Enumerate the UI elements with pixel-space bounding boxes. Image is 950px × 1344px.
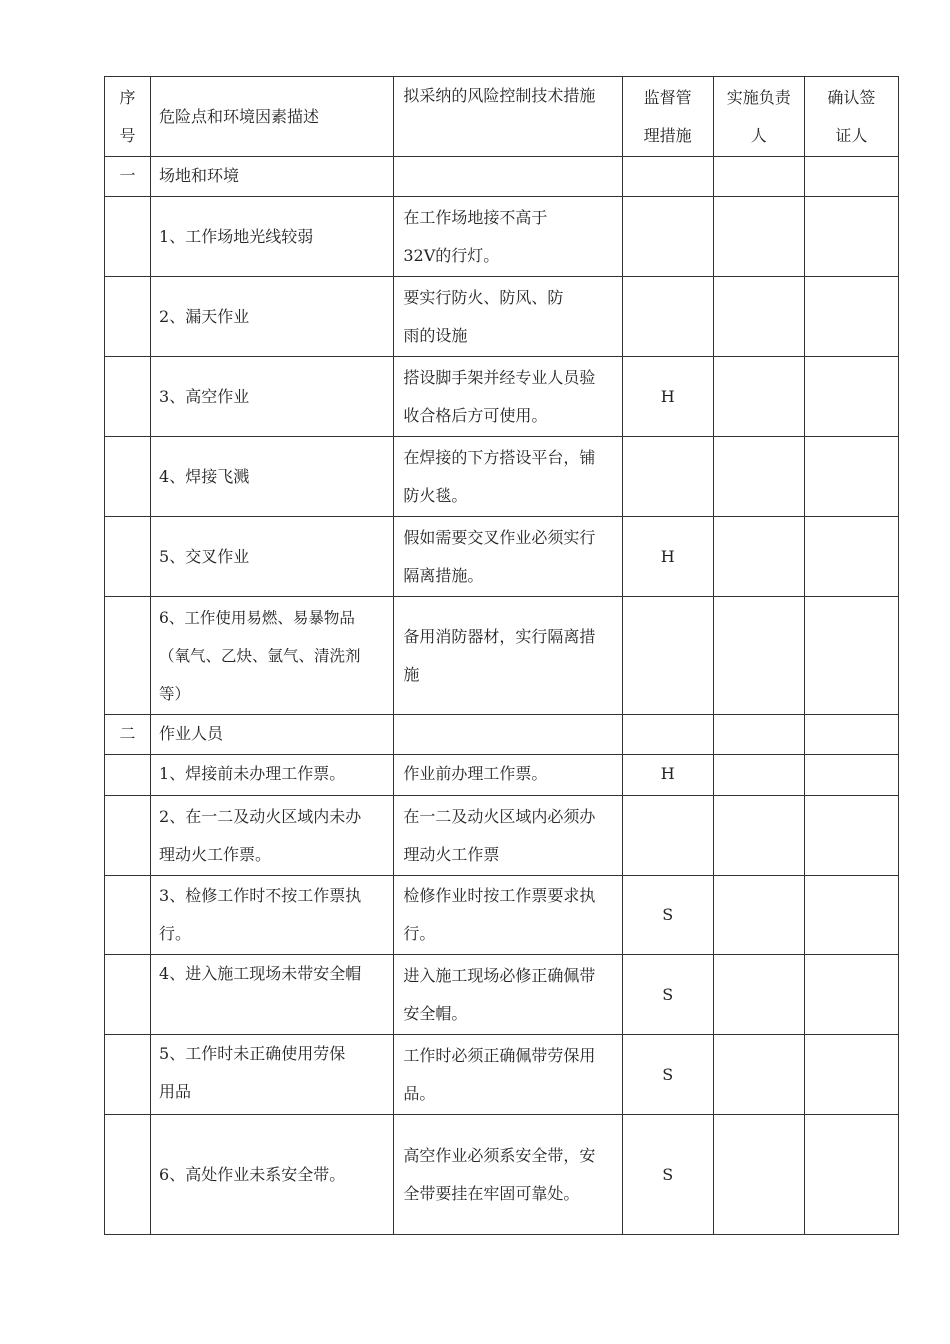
header-supervision: 监督管 理措施 bbox=[622, 77, 713, 157]
header-confirm: 确认签 证人 bbox=[804, 77, 898, 157]
header-hazard: 危险点和环境因素描述 bbox=[151, 77, 394, 157]
table-row: 4、焊接飞溅 在焊接的下方搭设平台，铺 防火毯。 bbox=[105, 437, 899, 517]
table-row: 5、交叉作业 假如需要交叉作业必须实行 隔离措施。 H bbox=[105, 517, 899, 597]
table-header-row bbox=[105, 77, 899, 157]
table-row: 二 作业人员 bbox=[105, 715, 899, 755]
risk-control-table bbox=[104, 76, 899, 1235]
table-row: 3、检修工作时不按工作票执 行。 检修作业时按工作票要求执 行。 S bbox=[105, 876, 899, 955]
table-row: 2、漏天作业 要实行防火、防风、防 雨的设施 bbox=[105, 277, 899, 357]
table-row: 1、焊接前未办理工作票。 作业前办理工作票。 H bbox=[105, 755, 899, 796]
table-row: 4、进入施工现场未带安全帽 进入施工现场必修正确佩带 安全帽。 S bbox=[105, 955, 899, 1035]
table-row: 6、工作使用易燃、易暴物品 （氧气、乙炔、氩气、清洗剂 等） 备用消防器材，实行隔离措 施 bbox=[105, 597, 899, 715]
header-seq: 序 号 bbox=[105, 77, 151, 157]
table-row: 一 场地和环境 bbox=[105, 157, 899, 197]
header-measure: 拟采纳的风险控制技术措施 bbox=[394, 77, 622, 157]
header-responsible: 实施负责 人 bbox=[713, 77, 804, 157]
table-row: 3、高空作业 搭设脚手架并经专业人员验 收合格后方可使用。 H bbox=[105, 357, 899, 437]
table-row: 5、工作时未正确使用劳保 用品 工作时必须正确佩带劳保用 品。 S bbox=[105, 1035, 899, 1115]
table-row: 1、工作场地光线较弱 在工作场地接不高于 32V的行灯。 bbox=[105, 197, 899, 277]
table-row: 6、高处作业未系安全带。 高空作业必须系安全带，安 全带要挂在牢固可靠处。 S bbox=[105, 1115, 899, 1235]
table-row: 2、在一二及动火区域内未办 理动火工作票。 在一二及动火区域内必须办 理动火工作票 bbox=[105, 796, 899, 876]
